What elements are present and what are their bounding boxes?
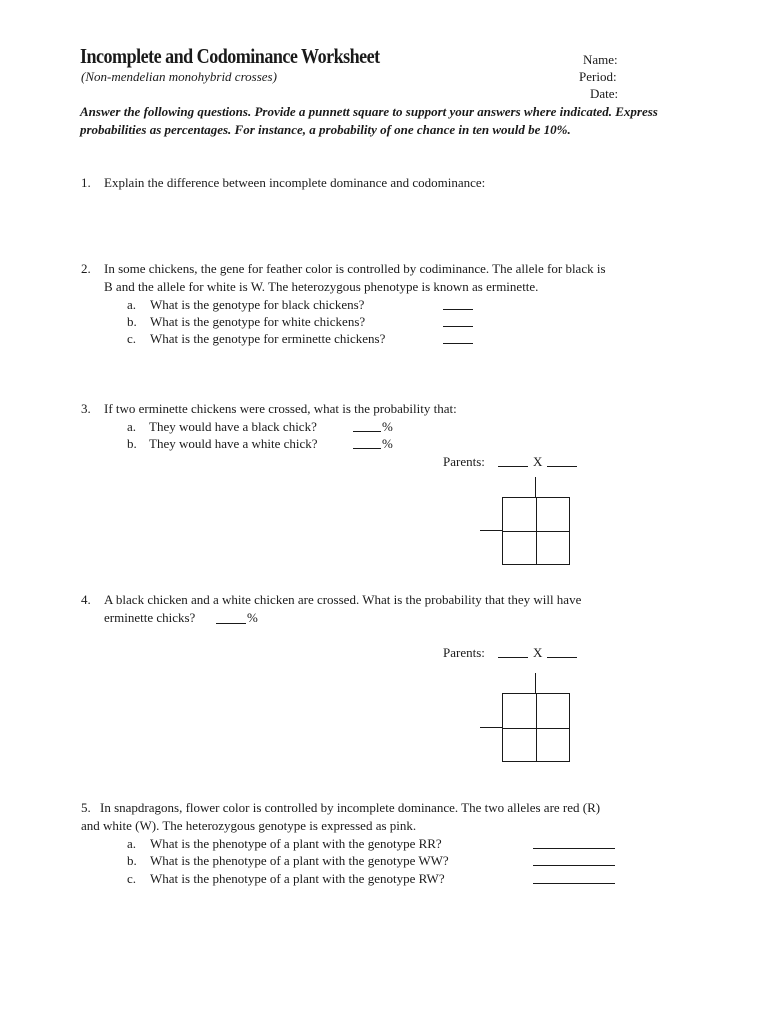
- q2-item-c-answer-blank[interactable]: [443, 332, 473, 344]
- q3-item-b-percent: %: [382, 436, 393, 451]
- q3-item-a-answer-blank[interactable]: [353, 420, 381, 432]
- question-4-line-1: A black chicken and a white chicken are crossed. What is the probability that they will have: [104, 592, 582, 607]
- q4-answer-blank[interactable]: [216, 612, 246, 624]
- q2-item-c-letter: c.: [127, 331, 137, 346]
- question-3-text: If two erminette chickens were crossed, what is the probability that:: [104, 401, 457, 416]
- q3-cross-symbol: X: [533, 454, 543, 469]
- q3-parent-1-blank[interactable]: [498, 455, 528, 467]
- q5-item-b-letter: b.: [127, 853, 137, 868]
- q2-item-b-letter: b.: [127, 314, 137, 329]
- question-2-line-2: B and the allele for white is W. The heterozygous phenotype is known as erminette.: [104, 279, 539, 294]
- question-1-number: 1.: [81, 175, 91, 190]
- q3-punnett-grid: [502, 497, 570, 565]
- q3-punnett-top-stub: [535, 477, 536, 497]
- q2-item-c-text: What is the genotype for erminette chickens?: [150, 331, 386, 346]
- q5-item-c-answer-blank[interactable]: [533, 872, 615, 884]
- q3-item-a-percent: %: [382, 419, 393, 434]
- q2-item-b-answer-blank[interactable]: [443, 315, 473, 327]
- q5-item-a-letter: a.: [127, 836, 137, 851]
- q3-parent-2-blank[interactable]: [547, 455, 577, 467]
- question-2-number: 2.: [81, 261, 91, 276]
- q5-item-b-text: What is the phenotype of a plant with the genotype WW?: [150, 853, 449, 868]
- q3-item-a-text: They would have a black chick?: [149, 419, 317, 434]
- question-5-line-1: In snapdragons, flower color is controlled by incomplete dominance. The two alleles are red (R): [100, 800, 601, 815]
- q2-item-b-text: What is the genotype for white chickens?: [150, 314, 366, 329]
- q4-punnett-top-stub: [535, 673, 536, 693]
- q3-item-b-text: They would have a white chick?: [149, 436, 318, 451]
- q3-item-b-answer-blank[interactable]: [353, 437, 381, 449]
- date-label: Date:: [590, 86, 619, 101]
- q4-cross-symbol: X: [533, 645, 543, 660]
- q4-punnett-left-stub: [480, 727, 502, 728]
- q4-punnett-grid: [502, 693, 570, 762]
- q4-parent-1-blank[interactable]: [498, 646, 528, 658]
- question-4-number: 4.: [81, 592, 91, 607]
- name-label: Name:: [583, 52, 618, 67]
- q5-item-a-text: What is the phenotype of a plant with the genotype RR?: [150, 836, 442, 851]
- q2-item-a-answer-blank[interactable]: [443, 298, 473, 310]
- period-label: Period:: [579, 69, 617, 84]
- question-2-line-1: In some chickens, the gene for feather color is controlled by codiminance. The allele for black is: [104, 261, 606, 276]
- q3-parents-label: Parents:: [443, 454, 485, 469]
- q3-punnett-left-stub: [480, 530, 502, 531]
- worksheet-title: Incomplete and Codominance Worksheet: [80, 44, 380, 68]
- q4-parents-label: Parents:: [443, 645, 485, 660]
- question-4-line-2: erminette chicks?: [104, 610, 196, 625]
- instructions: Answer the following questions. Provide a punnett square to support your answers where indicated. Express probabilities as percentages. For instance, a probability of one chance in ten would be 10%.: [80, 104, 658, 137]
- question-3-number: 3.: [81, 401, 91, 416]
- worksheet-subtitle: (Non-mendelian monohybrid crosses): [81, 69, 277, 84]
- q5-item-a-answer-blank[interactable]: [533, 837, 615, 849]
- q5-item-c-text: What is the phenotype of a plant with the genotype RW?: [150, 871, 445, 886]
- question-1-text: Explain the difference between incomplete dominance and codominance:: [104, 175, 486, 190]
- q3-item-b-letter: b.: [127, 436, 137, 451]
- q2-item-a-letter: a.: [127, 297, 137, 312]
- q3-item-a-letter: a.: [127, 419, 137, 434]
- q5-item-b-answer-blank[interactable]: [533, 854, 615, 866]
- question-5-line-2: and white (W). The heterozygous genotype is expressed as pink.: [81, 818, 417, 833]
- q5-item-c-letter: c.: [127, 871, 137, 886]
- q4-percent: %: [247, 610, 258, 625]
- q2-item-a-text: What is the genotype for black chickens?: [150, 297, 365, 312]
- question-5-number: 5.: [81, 800, 91, 815]
- q4-parent-2-blank[interactable]: [547, 646, 577, 658]
